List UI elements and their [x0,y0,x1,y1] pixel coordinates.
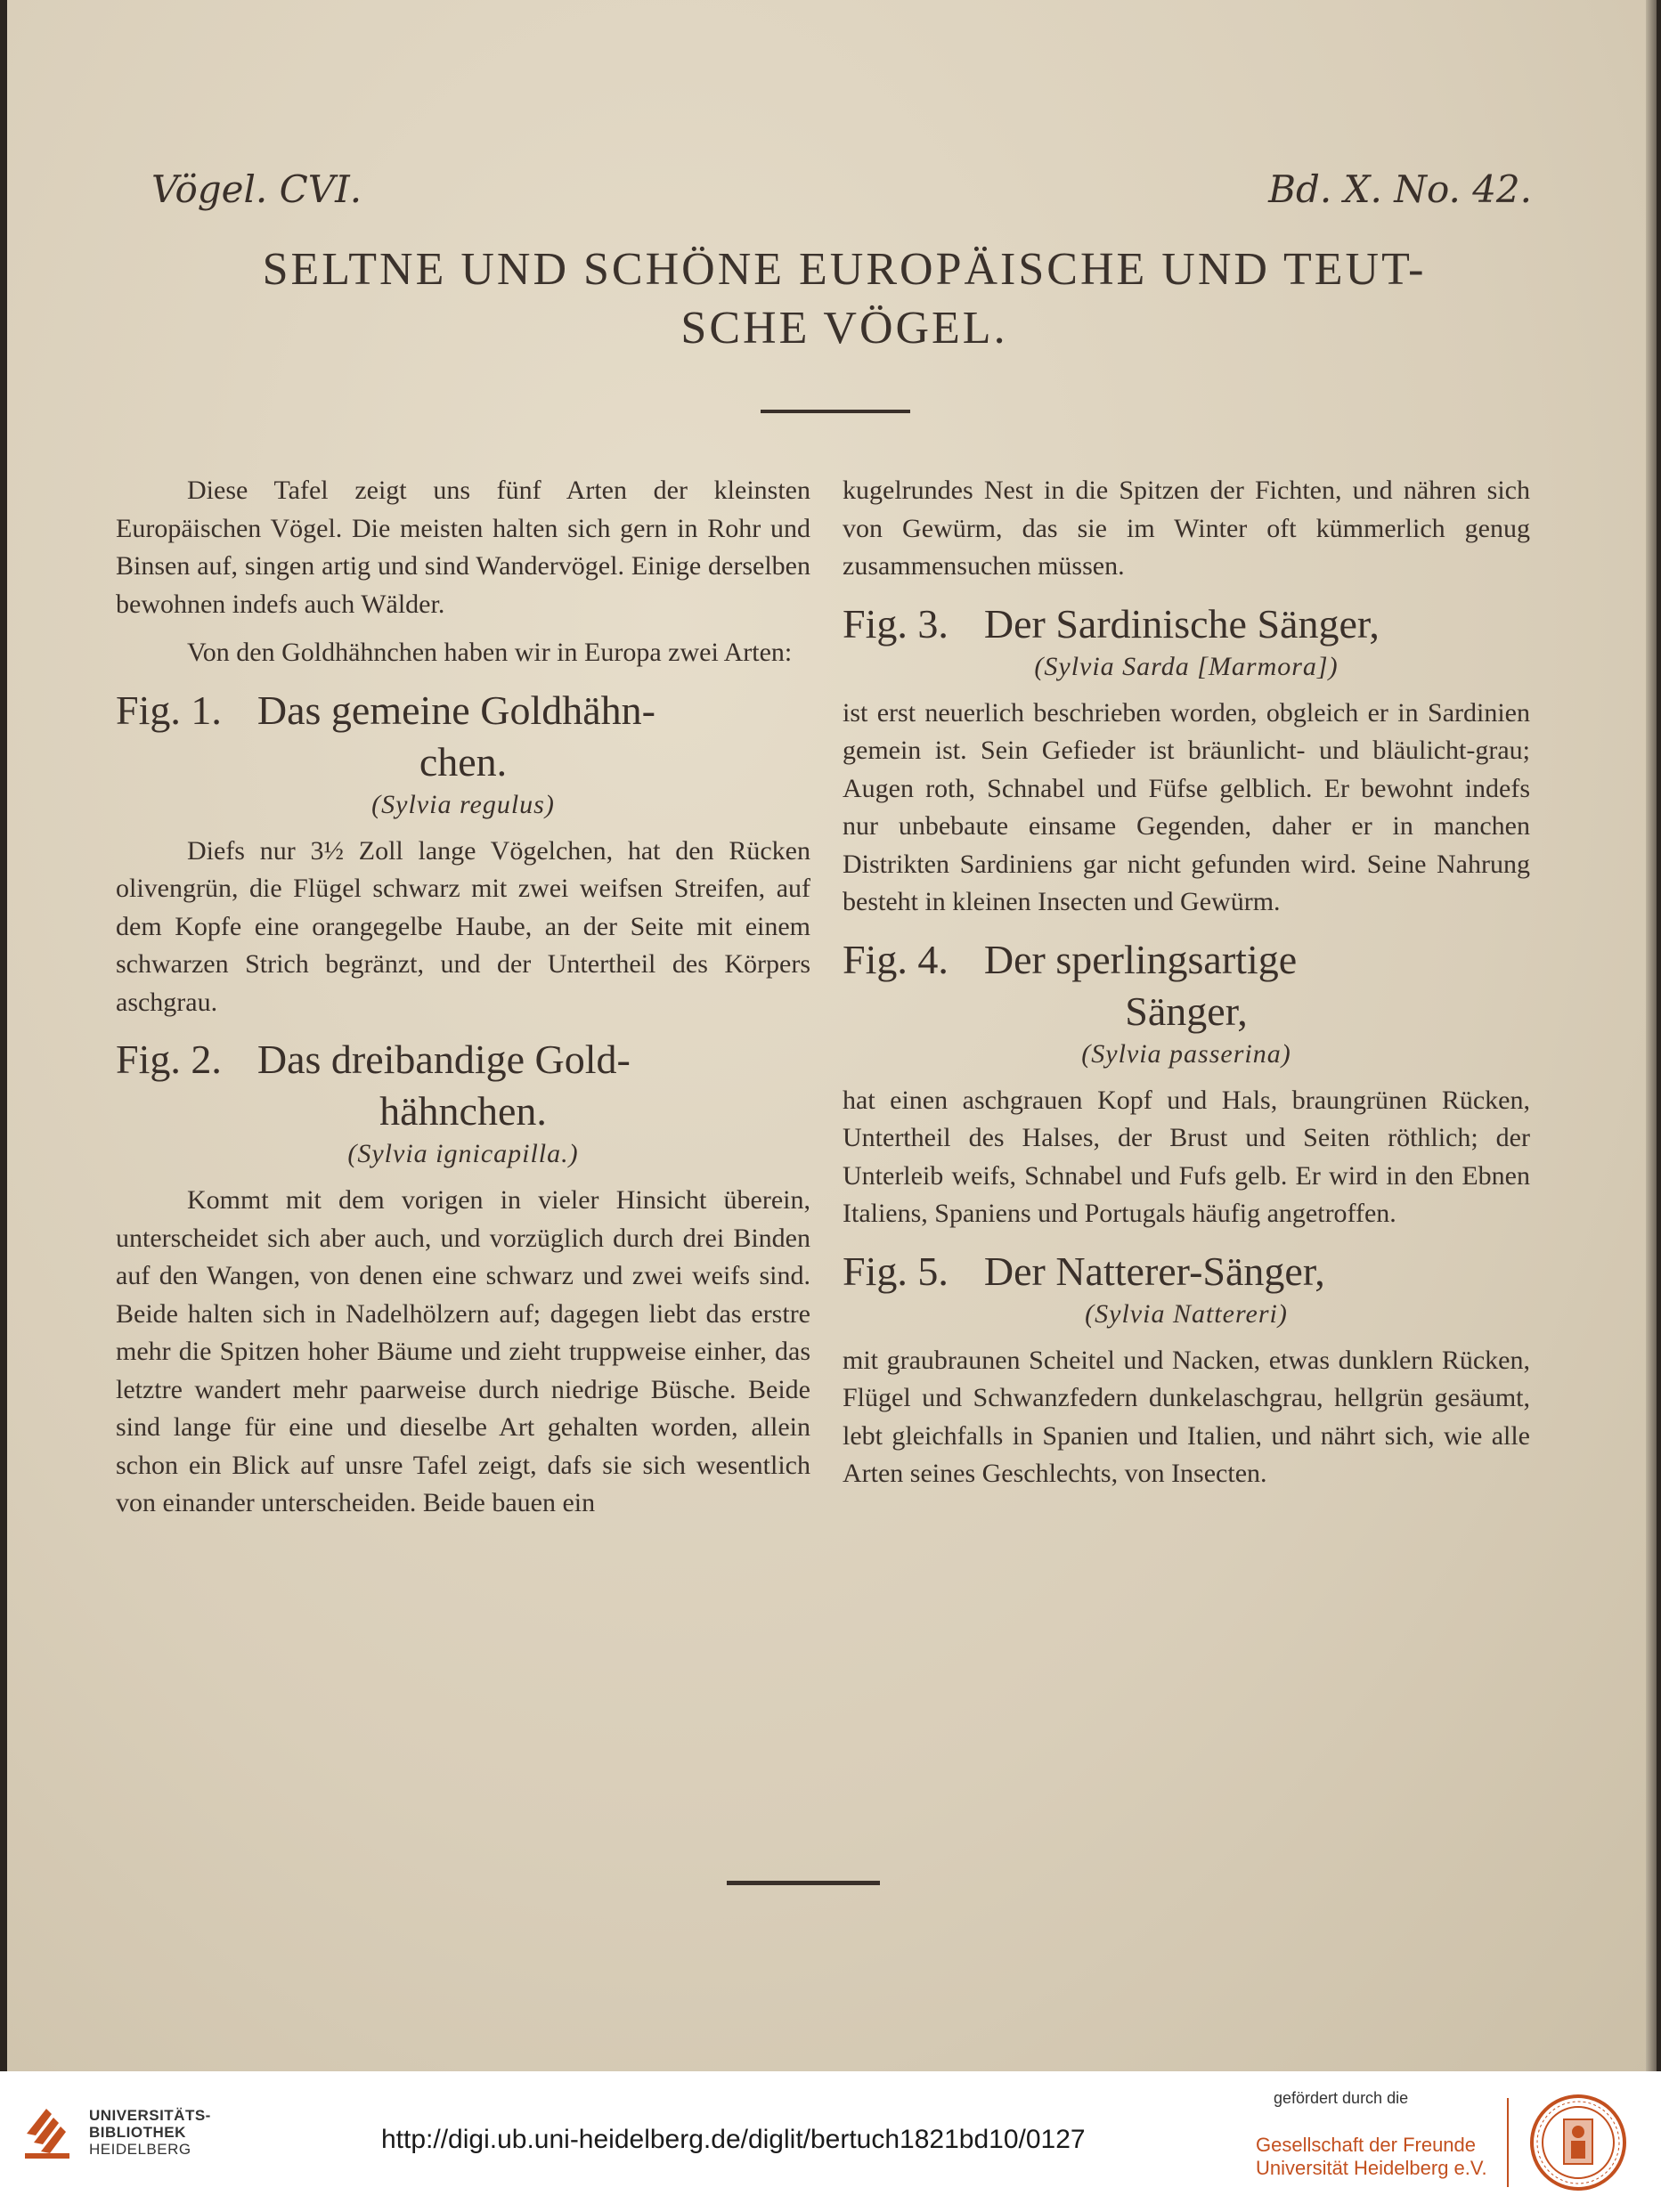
page-title-line-1: SELTNE UND SCHÖNE EUROPÄISCHE UND TEUT- [262,244,1427,295]
fig3-number: Fig. 3. [843,600,949,647]
fig4-title-line-2: Sänger, [1125,988,1248,1034]
right-column [843,472,1530,1504]
left-column [116,472,810,1533]
page-title [167,240,1521,358]
library-name-line-2: BIBLIOTHEK [89,2124,186,2141]
page-edge-shadow [1646,0,1657,2071]
fig3-description: ist erst neuerlich beschrieben worden, obgleich er in Sardinien gemein ist. Sein Gefieder ist bräunlicht- und bläulicht-grau; Augen roth, Schnabel und Füfse gelblich. Er bewohnt indefs nur unbebaute einsame Gegenden, daher er in manchen Distrikten Sardiniens gar nicht gefunden wird. Seine Nahrung besteht in kleinen Insecten und Gewürm. [843,697,1530,916]
fig4-heading [843,934,1530,1037]
fig3-latin-name: (Sylvia Sarda [Marmora]) [1034,651,1339,681]
fig5-description: mit graubraunen Scheitel und Nacken, etwas dunklern Rücken, Flügel und Schwanzfedern dunkelaschgrau, hellgrün gesäumt, lebt gleichfalls in Spanien und Italien, und nährt sich, wie alle Arten seines Geschlechts, von Insecten. [843,1345,1530,1488]
sponsor-name-line-1: Gesellschaft der Freunde [1256,2134,1477,2156]
fig4-number: Fig. 4. [843,936,949,982]
fig4-description: hat einen aschgrauen Kopf und Hals, braungrünen Rücken, Untertheil des Halses, der Brust und Seiten röthlich; der Unterleib weifs, Schnabel und Fufs gelb. Er wird in den Ebnen Italiens, Spaniens und Portugals häufig angetroffen. [843,1085,1530,1228]
fig1-description: Diefs nur 3½ Zoll lange Vögelchen, hat den Rücken olivengrün, die Flügel schwarz mit zwei weifsen Streifen, auf dem Kopfe eine orangegelbe Haube, an der Seite mit einem schwarzen Strich begränzt, und der Untertheil des Körpers aschgrau. [116,835,810,1017]
fig2-description: Kommt mit dem vorigen in vieler Hinsicht überein, unterscheidet sich aber auch, und vorzüglich durch drei Binden auf den Wangen, von denen eine schwarz und zwei weifs sind. Beide halten sich in Nadelhölzern auf; dagegen liebt das erstre mehr die Spitzen hoher Bäume und zieht truppweise einher, das letztre wandert mehr paarweise durch niedrige Büsche. Beide sind lange für eine und dieselbe Art gehalten worden, allein schon ein Blick auf unsre Tafel zeigt, dafs sie sich wesentlich von einander unterscheiden. Beide bauen ein [116,1185,810,1517]
sponsor-divider [1507,2098,1509,2187]
permalink-url[interactable]: http://digi.ub.uni-heidelberg.de/diglit/bertuch1821bd10/0127 [381,2125,1086,2154]
running-head-left: Vögel. CVI. [151,167,362,211]
library-name-line-1: UNIVERSITÄTS- [89,2107,211,2124]
fig1-title-line-2: chen. [419,738,508,785]
fig5-number: Fig. 5. [843,1248,949,1294]
fig4-latin-name: (Sylvia passerina) [1081,1038,1291,1069]
fig2-number: Fig. 2. [116,1037,222,1082]
fig1-heading [116,685,810,788]
fig2-title-line-1: Das dreibandige Gold- [256,1037,631,1082]
fig3-title: Der Sardinische Sänger, [983,600,1380,647]
scanned-page [7,0,1657,2071]
fig4-title-line-1: Der sperlingsartige [983,936,1298,982]
end-rule [727,1881,880,1885]
sponsor-intro: gefördert durch die [1274,2089,1409,2107]
intro-paragraph-2: Von den Goldhähnchen haben wir in Europa zwei Arten: [187,638,793,667]
continuation-paragraph: kugelrundes Nest in die Spitzen der Fichten, und nähren sich von Gewürm, das sie im Winter oft kümmerlich genug zusammensuchen müssen. [843,476,1530,581]
fig3-heading [843,598,1530,650]
fig5-title: Der Natterer-Sänger, [983,1248,1325,1294]
sponsor-name [1256,2134,1487,2180]
fig1-number: Fig. 1. [116,687,222,733]
title-rule [761,410,910,413]
running-head-right: Bd. X. No. 42. [1268,167,1532,211]
running-head [7,167,1657,221]
library-name [89,2107,211,2158]
sponsor-name-line-2: Universität Heidelberg e.V. [1256,2157,1487,2179]
fig5-latin-name: (Sylvia Nattereri) [1085,1298,1288,1329]
intro-paragraph-1: Diese Tafel zeigt uns fünf Arten der kleinsten Europäischen Vögel. Die meisten halten sich gern in Rohr und Binsen auf, singen artig und sind Wandervögel. Einige derselben bewohnen indefs auch Wälder. [116,476,810,619]
footer-bar [0,2071,1661,2212]
fig2-heading [116,1034,810,1137]
library-name-line-3: HEIDELBERG [89,2141,191,2158]
page-title-line-2: SCHE VÖGEL. [680,303,1008,354]
university-library-logo-icon [20,2098,75,2169]
fig5-heading [843,1246,1530,1297]
university-seal-icon [1528,2093,1628,2192]
fig1-latin-name: (Sylvia regulus) [371,789,555,819]
fig1-title-line-1: Das gemeine Goldhähn- [256,687,655,733]
fig2-title-line-2: hähnchen. [379,1088,547,1134]
fig2-latin-name: (Sylvia ignicapilla.) [347,1139,579,1168]
